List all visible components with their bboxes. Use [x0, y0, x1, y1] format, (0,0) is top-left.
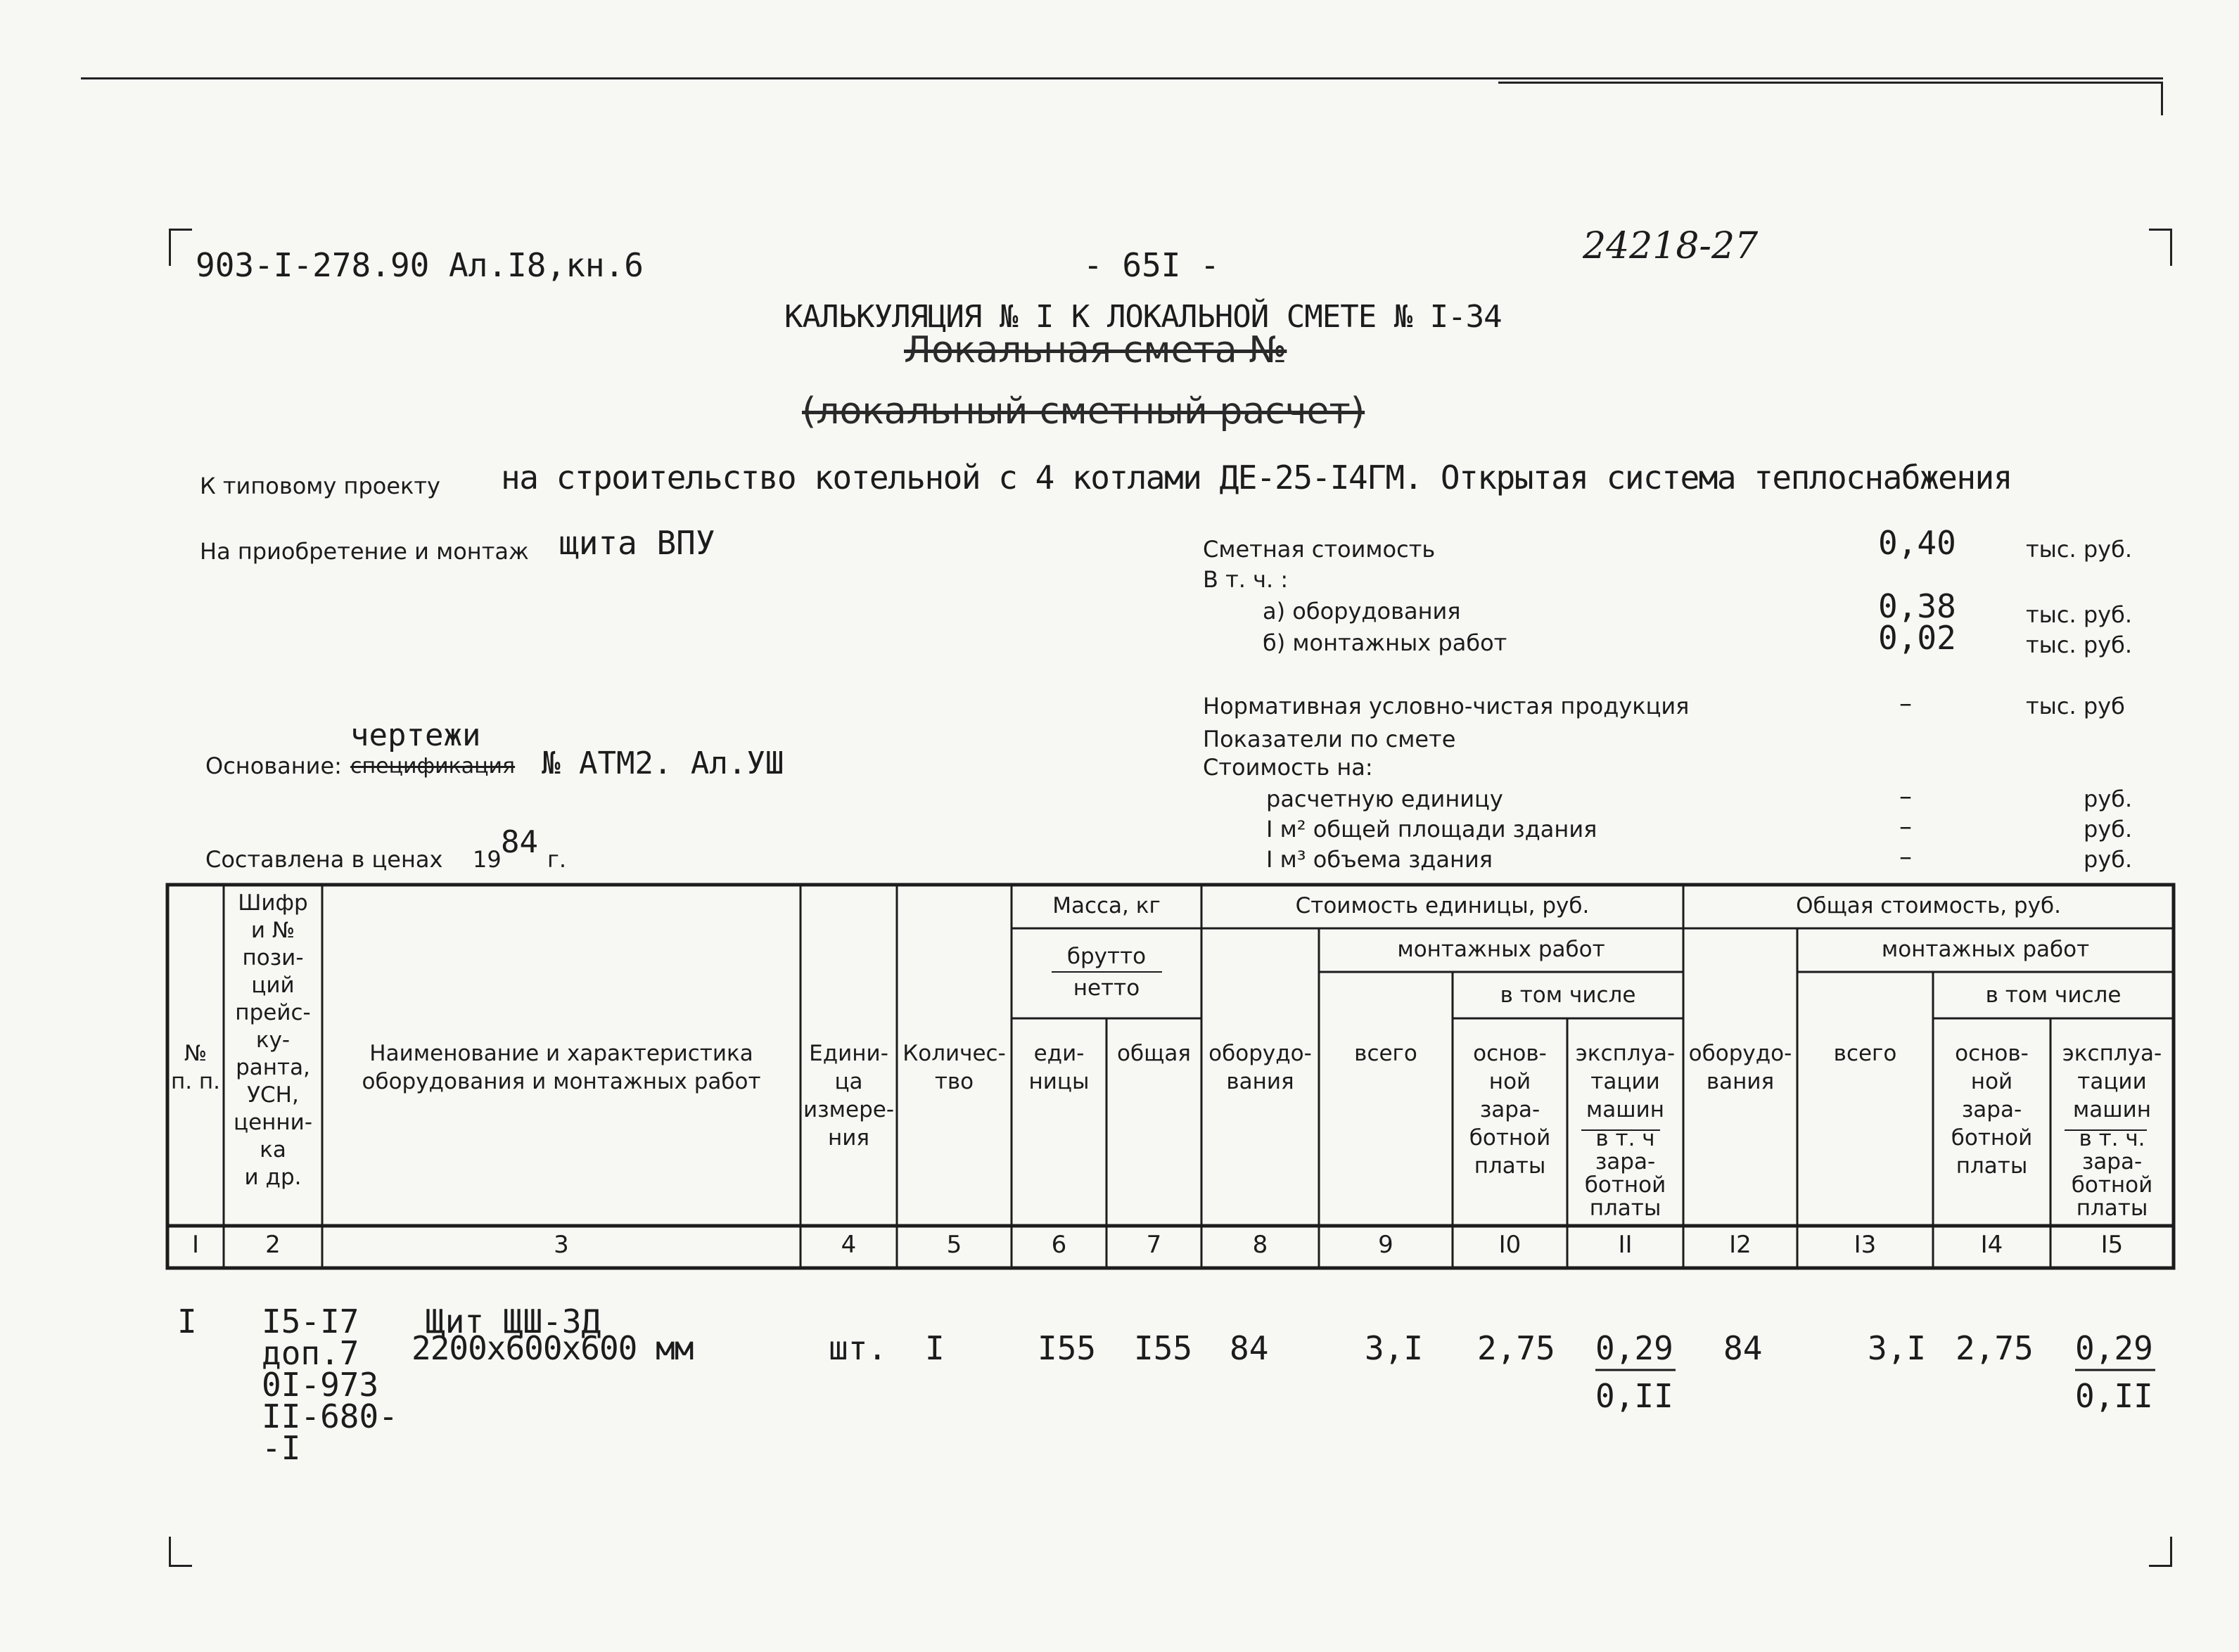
header-name: Наименование и характеристика оборудования и монтажных работ	[362, 1041, 761, 1094]
summary-equip-value: 0,38	[1878, 587, 1956, 625]
basis-insert: чертежи	[350, 717, 481, 753]
prices-prefix: 19	[473, 846, 502, 873]
column-number: 4	[841, 1231, 857, 1259]
row-unit-equip: 84	[1230, 1329, 1269, 1367]
page-number: - 65I -	[1083, 246, 1220, 284]
summary-unit-unit: руб.	[2084, 786, 2133, 812]
header-netto: нетто	[1073, 975, 1140, 1001]
column-number: 7	[1146, 1231, 1162, 1259]
purpose-label: На приобретение и монтаж	[200, 538, 529, 565]
column-number: I5	[2100, 1231, 2124, 1259]
top-rule	[81, 77, 2163, 79]
column-number: I2	[1729, 1231, 1752, 1259]
row-name-line: 2200х600х600 мм	[412, 1329, 694, 1367]
summary-indicators: Показатели по смете	[1203, 726, 1456, 753]
summary-mount-value: 0,02	[1878, 619, 1956, 657]
row-unit-machine-wage: 0,II	[1595, 1377, 1673, 1415]
header-unit-cost: Стоимость единицы, руб.	[1295, 893, 1590, 918]
document-title: КАЛЬКУЛЯЦИЯ № I К ЛОКАЛЬНОЙ СМЕТЕ № I-34	[784, 299, 1502, 335]
purpose-value: щита ВПУ	[559, 524, 715, 562]
header-total-all: всего	[1833, 1041, 1897, 1066]
header-unit-mount: монтажных работ	[1397, 937, 1605, 962]
header-qty: Количес- тво	[902, 1041, 1006, 1094]
header-total-machine-wage: в т. ч. зара- ботной платы	[2071, 1126, 2153, 1221]
header-total-machine: эксплуа- тации машин	[2062, 1041, 2162, 1122]
summary-cost-value: 0,40	[1878, 524, 1956, 562]
corner-mark-top-right	[2149, 229, 2172, 266]
header-total-equip: оборудо- вания	[1688, 1041, 1792, 1094]
column-number: II	[1618, 1231, 1633, 1259]
summary-mount-unit: тыс. руб.	[2026, 632, 2132, 658]
header-total-base: основ- ной зара- ботной платы	[1951, 1041, 2033, 1179]
header-brutto: брутто	[1066, 944, 1147, 969]
top-rule-right-tick	[2161, 82, 2163, 115]
row-unit: шт.	[829, 1329, 888, 1367]
header-mass-unit: еди- ницы	[1028, 1041, 1090, 1094]
header-total-incl: в том числе	[1985, 982, 2122, 1008]
row-total-base-wage: 2,75	[1956, 1329, 2034, 1367]
row-total-machine: 0,29	[2075, 1329, 2153, 1367]
project-label: К типовому проекту	[200, 473, 440, 499]
column-number: I0	[1498, 1231, 1522, 1259]
header-unit: Едини- ца измере- ния	[803, 1041, 895, 1151]
column-number: 5	[946, 1231, 962, 1259]
basis-label: Основание:	[205, 753, 342, 779]
document-title-overprint: Локальная смета №	[904, 329, 1287, 371]
corner-mark-bottom-right	[2149, 1537, 2172, 1567]
row-unit-mount-all: 3,I	[1365, 1329, 1424, 1367]
document-code: 903-I-278.90 Ал.I8,кн.6	[196, 246, 644, 284]
row-code-line: 0I-973	[262, 1366, 379, 1404]
row-no: I	[177, 1302, 197, 1340]
summary-cost-label: Сметная стоимость	[1203, 536, 1436, 563]
header-unit-equip: оборудо- вания	[1208, 1041, 1312, 1094]
header-total-cost: Общая стоимость, руб.	[1796, 893, 2061, 918]
column-number: I3	[1854, 1231, 1877, 1259]
column-number: 8	[1252, 1231, 1268, 1259]
header-no: № п. п.	[170, 1041, 221, 1094]
row-name-line: Щит ЩШ-ЗД	[426, 1302, 601, 1340]
header-total-mount: монтажных работ	[1881, 937, 2090, 962]
summary-norm-label: Нормативная условно-чистая продукция	[1203, 693, 1690, 719]
header-mass: Масса, кг	[1052, 893, 1161, 918]
header-code: Шифр и № пози- ций прейс- ку- ранта, УСН, ценни- ка и др.	[233, 890, 313, 1190]
row-total-machine-wage: 0,II	[2075, 1377, 2153, 1415]
row-unit-machine: 0,29	[1595, 1329, 1673, 1367]
summary-incl: В т. ч. :	[1203, 566, 1289, 593]
summary-mount-label: б) монтажных работ	[1263, 629, 1507, 656]
row-code-line: II-680-	[262, 1397, 398, 1435]
basis-reference: № АТМ2. Ал.УШ	[542, 745, 784, 781]
column-number: 3	[554, 1231, 569, 1259]
summary-equip-label: а) оборудования	[1263, 598, 1461, 625]
row-qty: I	[925, 1329, 945, 1367]
summary-area-unit: руб.	[2084, 816, 2133, 843]
header-mass-total: общая	[1117, 1041, 1191, 1066]
corner-mark-bottom-left	[169, 1537, 192, 1567]
header-unit-machine-wage: в т. ч зара- ботной платы	[1584, 1126, 1666, 1221]
summary-norm-unit: тыс. руб	[2026, 693, 2125, 719]
summary-cost-per: Стоимость на:	[1203, 754, 1373, 781]
summary-equip-unit: тыс. руб.	[2026, 601, 2132, 628]
corner-mark-top-left	[169, 229, 192, 266]
column-number: 6	[1051, 1231, 1067, 1259]
prices-label: Составлена в ценах	[205, 846, 443, 873]
summary-unit-value: –	[1899, 782, 1912, 811]
row-unit-base-wage: 2,75	[1477, 1329, 1555, 1367]
summary-cost-unit: тыс. руб.	[2026, 536, 2132, 563]
column-number: I	[191, 1231, 200, 1259]
stamp-number: 24218-27	[1583, 225, 1759, 267]
summary-volume-value: –	[1899, 843, 1912, 871]
summary-volume-unit: руб.	[2084, 846, 2133, 873]
summary-unit-label: расчетную единицу	[1266, 786, 1503, 812]
header-unit-base: основ- ной зара- ботной платы	[1469, 1041, 1551, 1179]
row-total-equip: 84	[1723, 1329, 1763, 1367]
top-rule-right	[1498, 82, 2163, 84]
header-unit-all: всего	[1354, 1041, 1417, 1066]
column-number: 2	[265, 1231, 281, 1259]
header-unit-machine: эксплуа- тации машин	[1575, 1041, 1676, 1122]
column-number: I4	[1980, 1231, 2003, 1259]
header-unit-incl: в том числе	[1500, 982, 1636, 1008]
document-subtitle: (локальный сметный расчет)	[802, 390, 1365, 433]
basis-struck-word: спецификация	[350, 754, 516, 779]
summary-norm-value: –	[1899, 689, 1912, 718]
summary-area-value: –	[1899, 812, 1912, 841]
column-number: 9	[1378, 1231, 1393, 1259]
row-code-line: I5-I7	[262, 1302, 359, 1340]
row-total-mount-all: 3,I	[1868, 1329, 1927, 1367]
project-value: на строительство котельной с 4 котлами ДЕ-25-I4ГМ. Открытая система теплоснабжения	[501, 459, 2012, 497]
prices-year: 84	[501, 824, 538, 860]
prices-suffix: г.	[547, 846, 566, 873]
row-mass-total: I55	[1134, 1329, 1193, 1367]
summary-area-label: I м² общей площади здания	[1266, 816, 1597, 843]
row-code-line: -I	[262, 1429, 301, 1467]
row-mass-unit: I55	[1038, 1329, 1097, 1367]
row-code-line: доп.7	[262, 1334, 359, 1372]
summary-volume-label: I м³ объема здания	[1266, 846, 1493, 873]
